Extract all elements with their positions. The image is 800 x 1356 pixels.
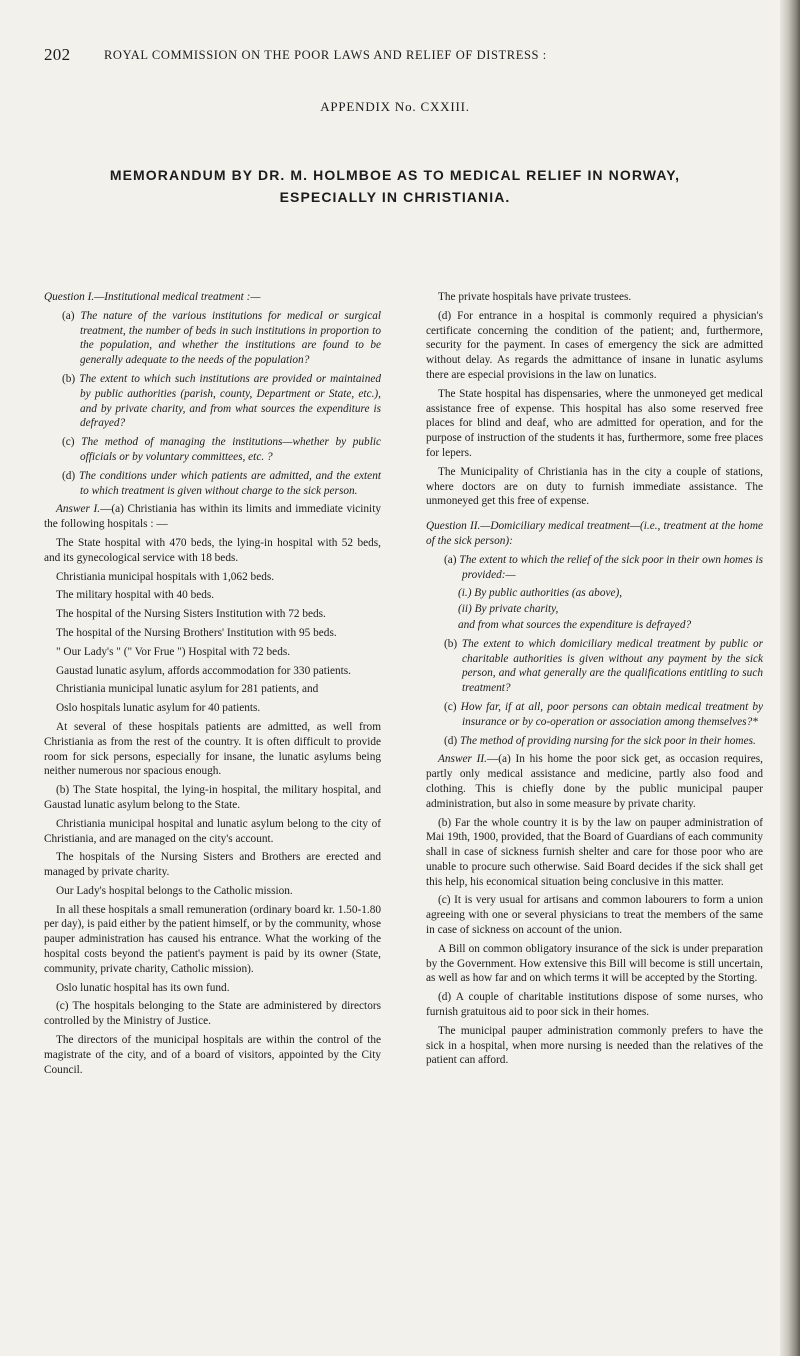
- question-2a-ii: (ii) By private charity,: [458, 603, 559, 616]
- paragraph: The municipal pauper administration commonly prefers to have the sick in a hospital, when more nursing is needed than the relatives of the patient can afford.: [426, 1024, 763, 1067]
- appendix-label: APPENDIX No. CXXIII.: [320, 99, 470, 114]
- question-1c: (c) The method of managing the institutions—whether by public officials or by voluntary committees, etc. ?: [62, 436, 381, 463]
- question-2a: (a) The extent to which the relief of the sick poor in their own homes is provided:—: [444, 553, 764, 581]
- paragraph: (d) For entrance in a hospital is commonly required a physician's certificate concerning the condition of the patient; and, furthermore, security for the payment. In cases of emergency the sick are admitted without delay. As regards the admittance of insane in lunatic asylums there are especial provisions in the law on lunatics.: [426, 309, 763, 381]
- question-1b: (b) The extent to which such institutions are provided or maintained by public authorities (parish, county, Department or State, etc.), and by private charity, and from what sources the expenditure is defrayed?: [62, 372, 382, 430]
- paragraph: (c) It is very usual for artisans and common labourers to form a union agreeing with one or several physicians to treat the members of the same in case of sickness on account of the union.: [426, 894, 763, 937]
- page-number: 202: [44, 45, 71, 64]
- paragraph: Oslo hospitals lunatic asylum for 40 patients.: [56, 702, 261, 715]
- paragraph: The private hospitals have private trustees.: [438, 291, 632, 303]
- question-1d: (d) The conditions under which patients are admitted, and the extent to which treatment is given without charge to the sick person.: [62, 469, 381, 497]
- paragraph: (c) The hospitals belonging to the State are administered by directors controlled by the Ministry of Justice.: [44, 1000, 381, 1028]
- paragraph: Christiania municipal lunatic asylum for 281 patients, and: [56, 683, 319, 696]
- answer-2-intro: Answer II.—(a) In his home the poor sick get, as occasion requires, partly only medical assistance and medicine, partly also food and clothing. This is chiefly done by the public municipal pauper administration, but also in some measure by private charity.: [426, 753, 763, 810]
- question-2a-i: (i.) By public authorities (as above),: [458, 587, 623, 600]
- question-1-heading: Question I.—Institutional medical treatment :—: [44, 291, 261, 303]
- answer-1-intro: Answer I.—(a) Christiania has within its limits and immediate vicinity the following hospitals : —: [44, 503, 381, 531]
- paragraph: (b) Far the whole country it is by the law on pauper administration of Mai 19th, 1900, provided, that the Board of Guardians of each community shall in case of sickness furnish shelter and care for those poor who are unable to procure such otherwise. Said Board decides if the sick shall get this help, his economical situation being conclusive in this matter.: [426, 816, 763, 888]
- question-2b: (b) The extent to which domiciliary medical treatment by public or charitable authorities is given without any payment by the sick person, and what generally are the qualifications entitling to such treatment?: [444, 637, 763, 695]
- paragraph: Oslo lunatic hospital has its own fund.: [56, 981, 230, 994]
- paragraph: The directors of the municipal hospitals are within the control of the magistrate of the city, and of a board of visitors, appointed by the City Council.: [44, 1034, 381, 1076]
- paragraph: The State hospital has dispensaries, where the unmoneyed get medical assistance free of expense. This hospital has also some reserved free places for blind and deaf, who are admitted for operation, and for the purpose of instruction of the students it has, furthermore, some free places for lepers.: [426, 387, 763, 459]
- left-column: [44, 290, 381, 1081]
- memo-title: [0, 164, 790, 208]
- paragraph: Our Lady's hospital belongs to the Catholic mission.: [56, 884, 293, 897]
- running-title: ROYAL COMMISSION ON THE POOR LAWS AND RELIEF OF DISTRESS :: [104, 48, 547, 62]
- right-column: [426, 290, 763, 1072]
- memo-title-line-1: MEMORANDUM BY DR. M. HOLMBOE AS TO MEDICAL RELIEF IN NORWAY,: [109, 167, 681, 183]
- paragraph: Christiania municipal hospital and lunatic asylum belong to the city of Christiania, and are managed on the city's account.: [44, 817, 381, 845]
- question-1a: (a) The nature of the various institutions for medical or surgical treatment, the number of beds in such institutions in proportion to the population, and whether the institutions are found to be generally adequate to the needs of the population?: [62, 309, 382, 367]
- memo-title-line-2: ESPECIALLY IN CHRISTIANIA.: [279, 189, 511, 205]
- question-2c: (c) How far, if at all, poor persons can obtain medical treatment by insurance or by co-operation or association among themselves?*: [444, 700, 764, 728]
- paragraph: (b) The State hospital, the lying-in hospital, the military hospital, and Gaustad lunatic asylum belong to the State.: [44, 784, 381, 811]
- question-2-heading: Question II.—Domiciliary medical treatment—(i.e., treatment at the home of the sick person):: [426, 520, 763, 547]
- paragraph: " Our Lady's " (" Vor Frue ") Hospital with 72 beds.: [56, 645, 291, 658]
- paragraph: At several of these hospitals patients are admitted, as well from Christiania as from the rest of the country. It is often difficult to provide room for sick persons, especially for insane, the lunatic asylums being neither numerous nor spacious enough.: [44, 720, 381, 778]
- paragraph: Christiania municipal hospitals with 1,062 beds.: [56, 570, 275, 583]
- question-2a-tail: and from what sources the expenditure is defrayed?: [458, 618, 692, 631]
- question-2d: (d) The method of providing nursing for the sick poor in their homes.: [444, 734, 756, 747]
- paragraph: A Bill on common obligatory insurance of the sick is under preparation by the Government. How extensive this Bill will become is still uncertain, as well as how far and on which terms it will be accepted by the Storting.: [426, 942, 763, 985]
- paragraph: The hospitals of the Nursing Sisters and Brothers are erected and managed by private charity.: [44, 851, 381, 879]
- paragraph: In all these hospitals a small remuneration (ordinary board kr. 1.50-1.80 per day), is paid either by the patient himself, or by the community, whose pauper administration has caused his entrance. What the working of the hospital costs beyond the patient's payment is paid by its owner (State, community, private charity, Catholic mission).: [44, 903, 381, 975]
- paragraph: The military hospital with 40 beds.: [56, 589, 215, 602]
- paragraph: The hospital of the Nursing Brothers' Institution with 95 beds.: [56, 626, 337, 639]
- paragraph: Gaustad lunatic asylum, affords accommodation for 330 patients.: [56, 664, 352, 677]
- paragraph: (d) A couple of charitable institutions dispose of some nurses, who furnish gratuitous aid to poor sick in their homes.: [426, 991, 763, 1019]
- paragraph: The State hospital with 470 beds, the lying-in hospital with 52 beds, and its gynecological service with 18 beds.: [44, 536, 381, 564]
- paragraph: The Municipality of Christiania has in the city a couple of stations, where doctors are on duty to furnish immediate assistance. The unmoneyed get this free of expense.: [426, 465, 763, 508]
- paragraph: The hospital of the Nursing Sisters Institution with 72 beds.: [56, 608, 326, 621]
